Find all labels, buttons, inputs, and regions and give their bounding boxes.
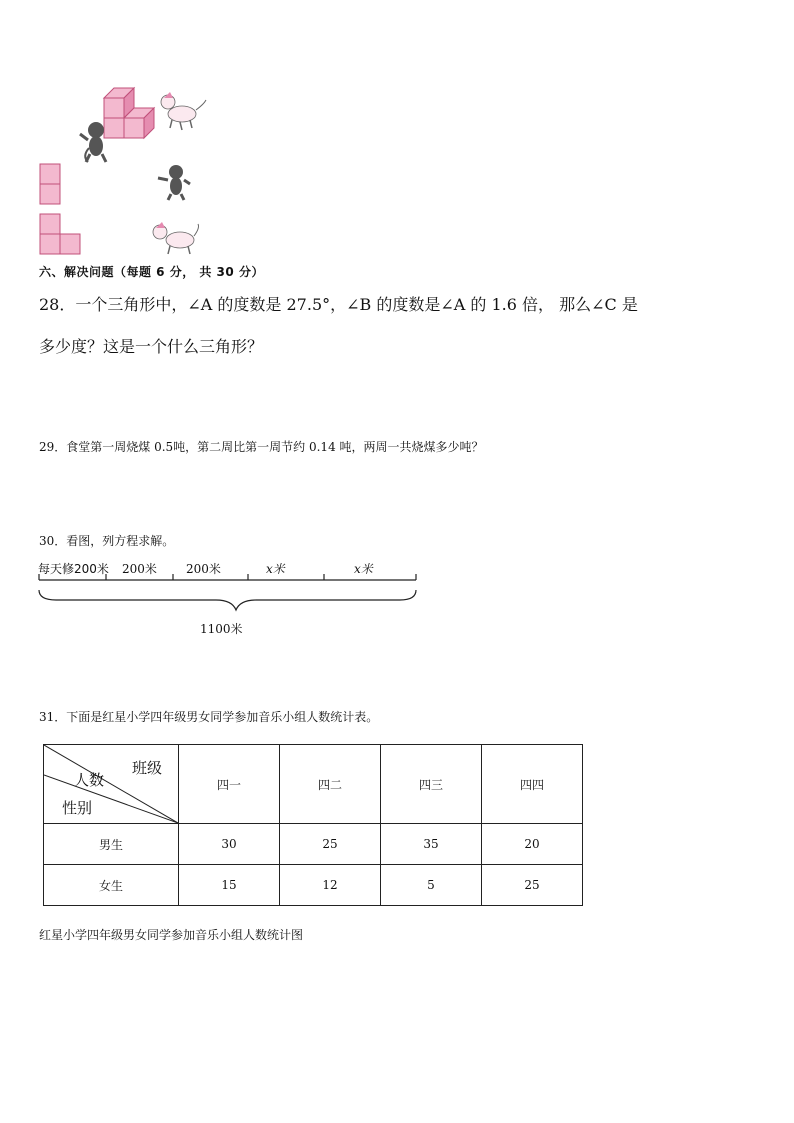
question-31-prompt: 31．下面是红星小学四年级男女同学参加音乐小组人数统计表。 — [39, 710, 379, 724]
section-title: 六、解决问题（每题 6 分， 共 30 分） — [39, 265, 264, 279]
segment-label-2: 200米 — [122, 562, 157, 576]
column-header: 四四 — [482, 745, 583, 824]
cube-views-figure — [30, 80, 230, 260]
question-28-line2: 多少度？这是一个什么三角形？ — [39, 337, 264, 356]
question-29: 29．食堂第一周烧煤 0.5吨，第二周比第一周节约 0.14 吨，两周一共烧煤多少吨？ — [39, 440, 484, 454]
row-label: 男生 — [44, 824, 179, 865]
table-cell: 12 — [280, 865, 381, 906]
side-view-grid — [40, 214, 80, 254]
segment-label-1: 每天修200米 — [38, 562, 109, 576]
question-30-prompt: 30．看图，列方程求解。 — [39, 534, 175, 548]
corner-label-count: 人数 — [74, 771, 105, 789]
question-28 — [39, 284, 759, 368]
table-cell: 35 — [381, 824, 482, 865]
segment-diagram — [36, 556, 426, 636]
column-header: 四一 — [179, 745, 280, 824]
question-28-line1: 28．一个三角形中，∠A 的度数是 27.5°，∠B 的度数是∠A 的 1.6 倍， 那么∠C 是 — [39, 295, 638, 314]
row-label: 女生 — [44, 865, 179, 906]
column-header: 四三 — [381, 745, 482, 824]
front-view-grid — [40, 164, 60, 204]
segment-label-3: 200米 — [186, 562, 221, 576]
table-cell: 20 — [482, 824, 583, 865]
dog-icon-2 — [153, 222, 199, 254]
dog-icon — [161, 92, 206, 130]
table-cell: 25 — [280, 824, 381, 865]
table-header-row — [44, 745, 583, 824]
corner-label-gender: 性别 — [62, 799, 93, 817]
column-header: 四二 — [280, 745, 381, 824]
table-row — [44, 865, 583, 906]
table-cell: 15 — [179, 865, 280, 906]
monkey-icon-2 — [158, 165, 190, 200]
table-cell: 25 — [482, 865, 583, 906]
chart-caption: 红星小学四年级男女同学参加音乐小组人数统计图 — [39, 928, 304, 942]
table-cell: 5 — [381, 865, 482, 906]
table-row — [44, 824, 583, 865]
monkey-icon — [80, 122, 106, 162]
segment-total-label: 1100米 — [200, 622, 243, 636]
segment-label-5: x米 — [354, 562, 373, 576]
table-cell: 30 — [179, 824, 280, 865]
corner-label-class: 班级 — [132, 759, 163, 777]
cube-stack — [104, 88, 154, 138]
segment-label-4: x米 — [266, 562, 285, 576]
table-corner-cell — [44, 745, 179, 824]
music-group-stats-table — [43, 744, 583, 906]
